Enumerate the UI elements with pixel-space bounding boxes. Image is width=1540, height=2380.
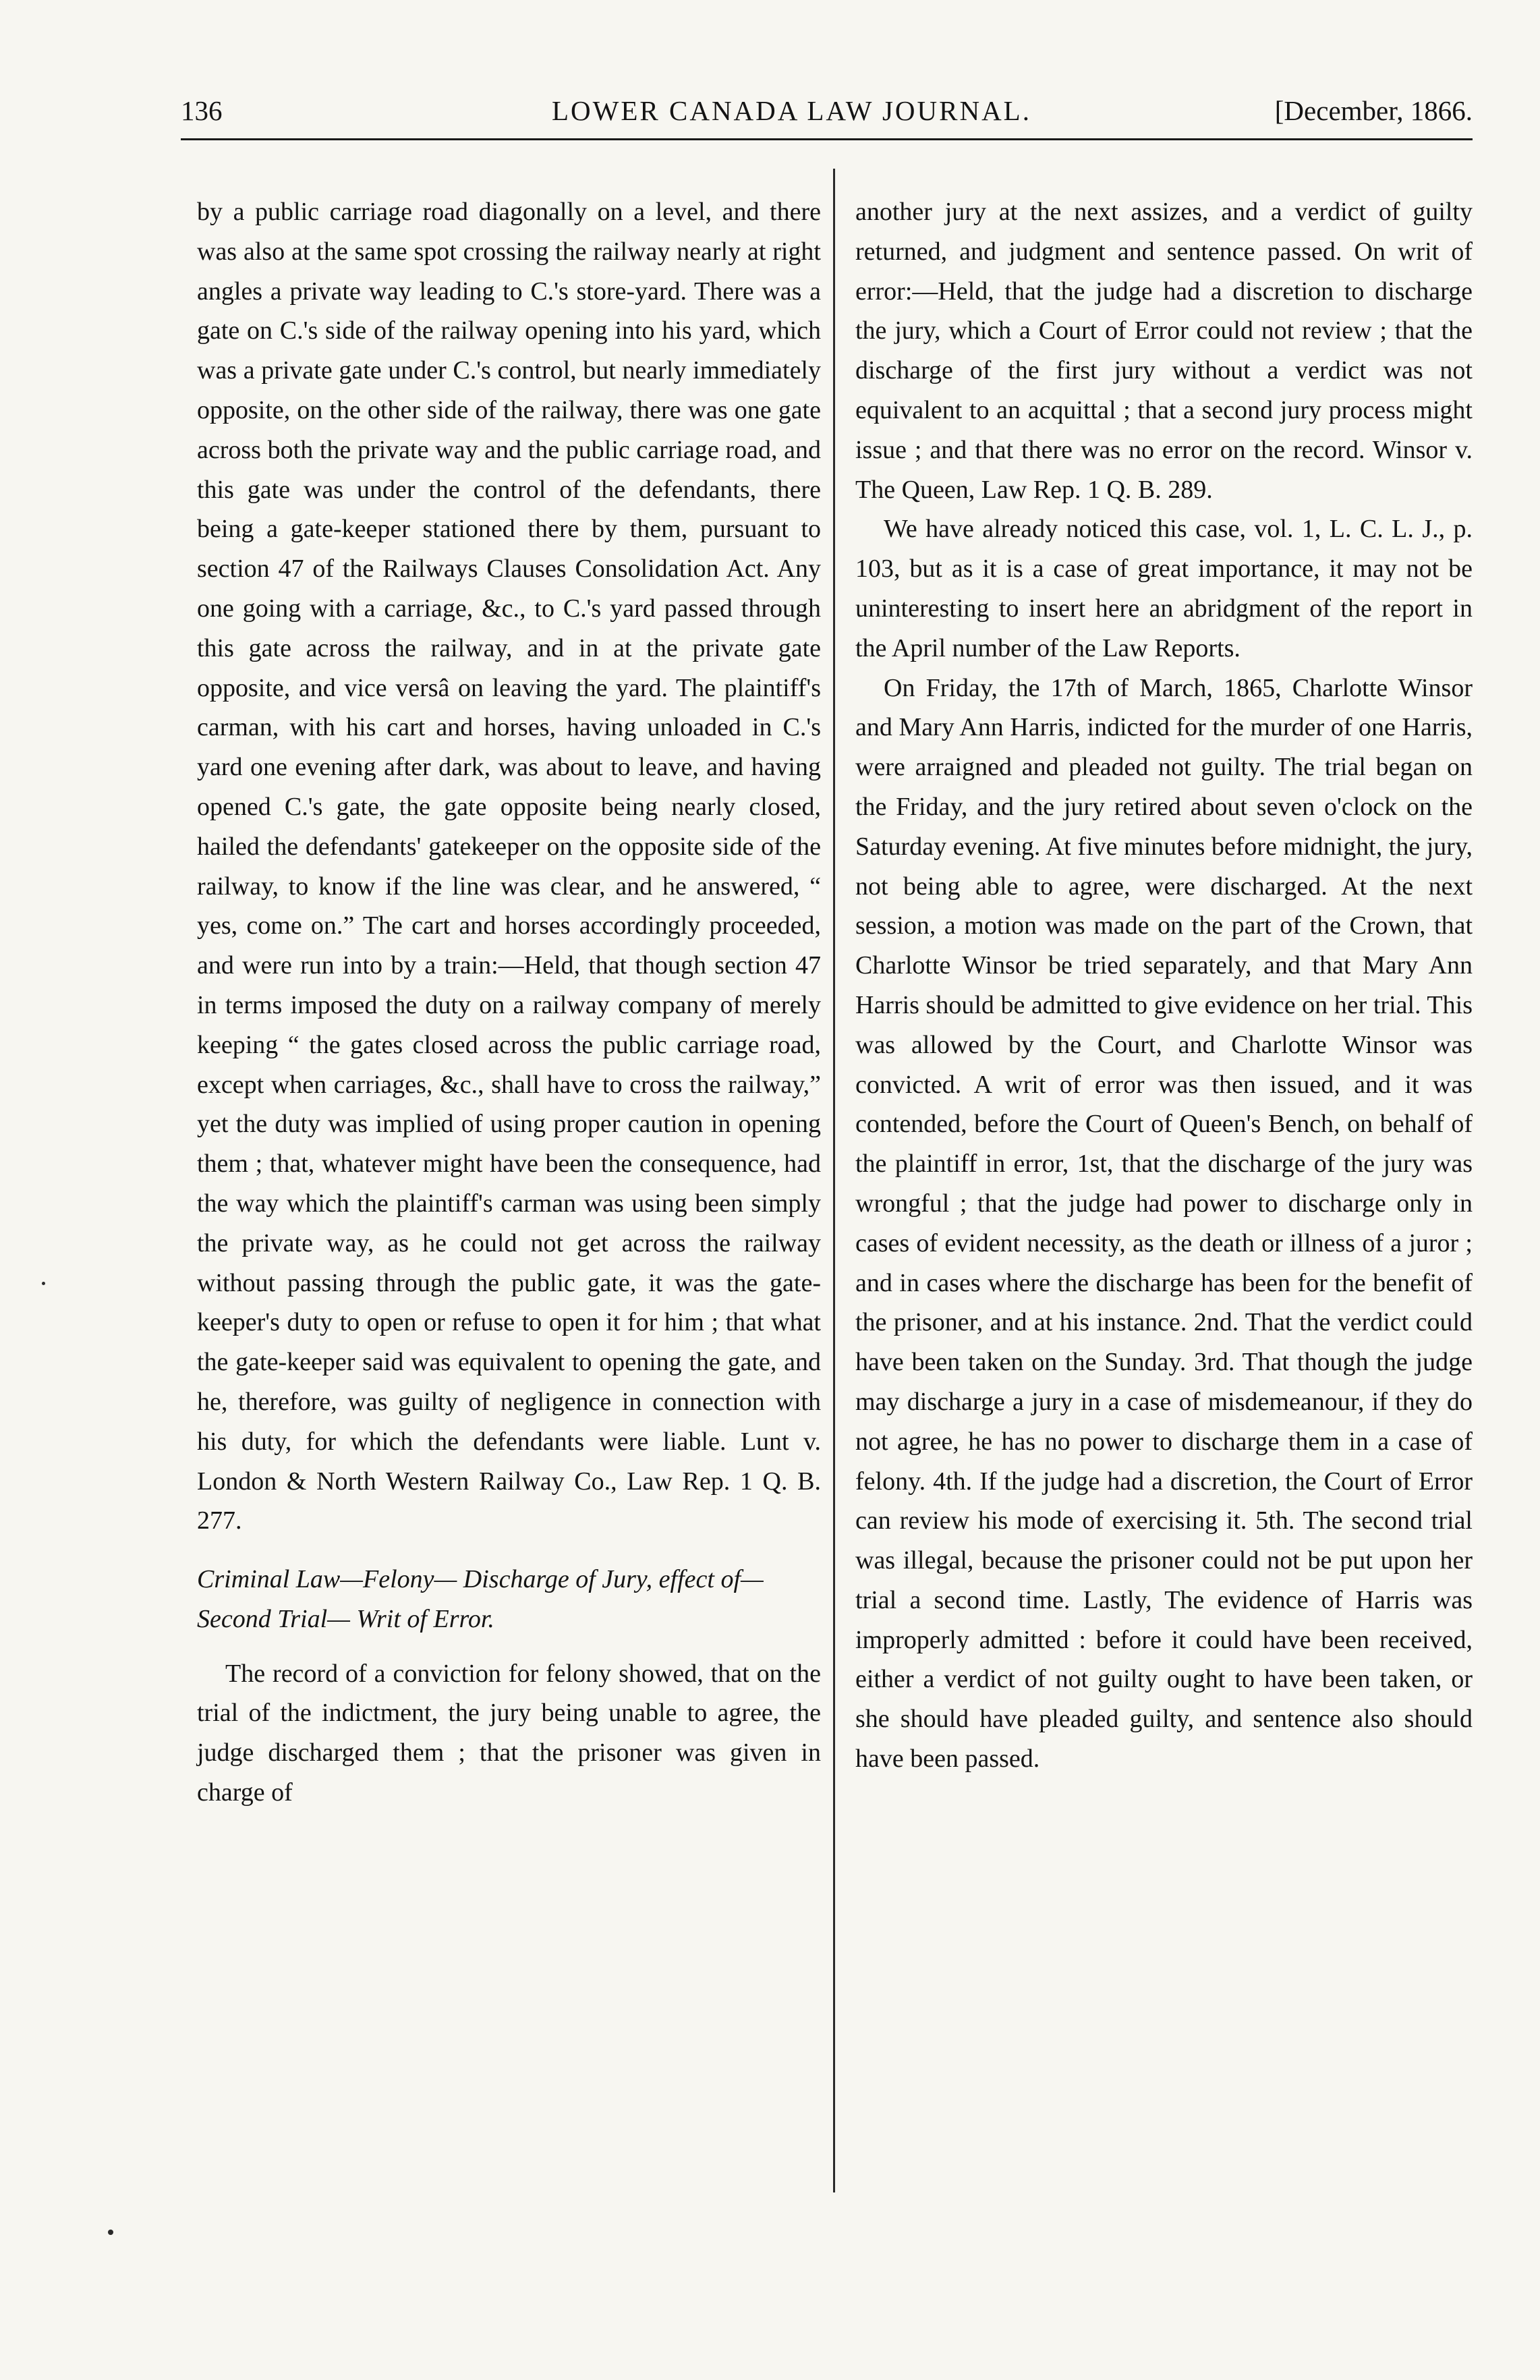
running-header (181, 88, 1473, 135)
ink-speck (108, 2230, 113, 2235)
left-column (197, 192, 821, 1813)
issue-date: [December, 1866. (1274, 95, 1473, 126)
column-divider (833, 169, 835, 2192)
header-rule (181, 138, 1473, 140)
journal-title: LOWER CANADA LAW JOURNAL. (552, 95, 1031, 126)
section-heading: Criminal Law—Felony— Discharge of Jury, effect of—Second Trial— Writ of Error. (197, 1565, 764, 1633)
right-paragraph-continued: another jury at the next assizes, and a verdict of guilty returned, and judgment and sentence passed. On writ of error:—Held, that the judge had a discretion to discharge the jury, which a Court of Error could not review ; that the discharge of the first jury without a verdict was not equivalent to an acquittal ; that a second jury process might issue ; and that there was no error on the record. Winsor v. The Queen, Law Rep. 1 Q. B. 289. (855, 198, 1473, 504)
left-paragraph-record: The record of a conviction for felony showed, that on the trial of the indictment, the jury being unable to agree, the judge discharged them ; that the prisoner was given in charge of (197, 1659, 821, 1807)
right-paragraph-note: We have already noticed this case, vol. 1, L. C. L. J., p. 103, but as it is a case of great importance, it may not be uninteresting to insert here an abridgment of the report in the April number of the Law Reports. (855, 515, 1473, 662)
right-paragraph-facts: On Friday, the 17th of March, 1865, Charlotte Winsor and Mary Ann Harris, indicted for the murder of one Harris, were arraigned and pleaded not guilty. The trial began on the Friday, and the jury retired about seven o'clock on the Saturday evening. At five minutes before midnight, the jury, not being able to agree, were discharged. At the next session, a motion was made on the part of the Crown, that Charlotte Winsor be tried separately, and that Mary Ann Harris should be admitted to give evidence on her trial. This was allowed by the Court, and Charlotte Winsor was convicted. A writ of error was then issued, and it was contended, before the Court of Queen's Bench, on behalf of the plaintiff in error, 1st, that the discharge of the jury was wrongful ; that the judge had power to discharge only in cases of evident necessity, as the death or illness of a juror ; and in cases where the discharge has been for the benefit of the prisoner, and at his instance. 2nd. That the verdict could have been taken on the Sunday. 3rd. That though the judge may discharge a jury in a case of misdemeanour, if they do not agree, he has no power to discharge them in a case of felony. 4th. If the judge had a discretion, the Court of Error can review his mode of exercising it. 5th. The second trial was illegal, because the prisoner could not be put upon her trial a second time. Lastly, The evidence of Harris was improperly admitted : before it could have been received, either a verdict of not guilty ought to have been taken, or she should have pleaded guilty, and sentence also should have been passed. (855, 673, 1473, 1774)
left-paragraph-continued: by a public carriage road diagonally on a level, and there was also at the same spot crossing the railway nearly at right angles a private way leading to C.'s store-yard. There was a gate on C.'s side of the railway opening into his yard, which was a private gate under C.'s control, but nearly immediately opposite, on the other side of the railway, there was one gate across both the private way and the public carriage road, and this gate was under the control of the defendants, there being a gate-keeper stationed there by them, pursuant to section 47 of the Railways Clauses Consolidation Act. Any one going with a carriage, &c., to C.'s yard passed through this gate across the railway, and in at the private gate opposite, and vice versâ on leaving the yard. The plaintiff's carman, with his cart and horses, having unloaded in C.'s yard one evening after dark, was about to leave, and having opened C.'s gate, the gate opposite being nearly closed, hailed the defendants' gatekeeper on the opposite side of the railway, to know if the line was clear, and he answered, “ yes, come on.” The cart and horses accordingly proceeded, and were run into by a train:—Held, that though section 47 in terms imposed the duty on a railway company of merely keeping “ the gates closed across the public carriage road, except when carriages, &c., shall have to cross the railway,” yet the duty was implied of using proper caution in opening them ; that, whatever might have been the consequence, had the way which the plaintiff's carman was using been simply the private way, as he could not get across the railway without passing through the public gate, it was the gate-keeper's duty to open or refuse to open it for him ; that what the gate-keeper said was equivalent to opening the gate, and he, therefore, was guilty of negligence in connection with his duty, for which the defendants were liable. Lunt v. London & North Western Railway Co., Law Rep. 1 Q. B. 277. (197, 198, 821, 1535)
page-number: 136 (181, 95, 223, 126)
ink-speck (42, 1282, 45, 1285)
right-column (855, 192, 1473, 1779)
